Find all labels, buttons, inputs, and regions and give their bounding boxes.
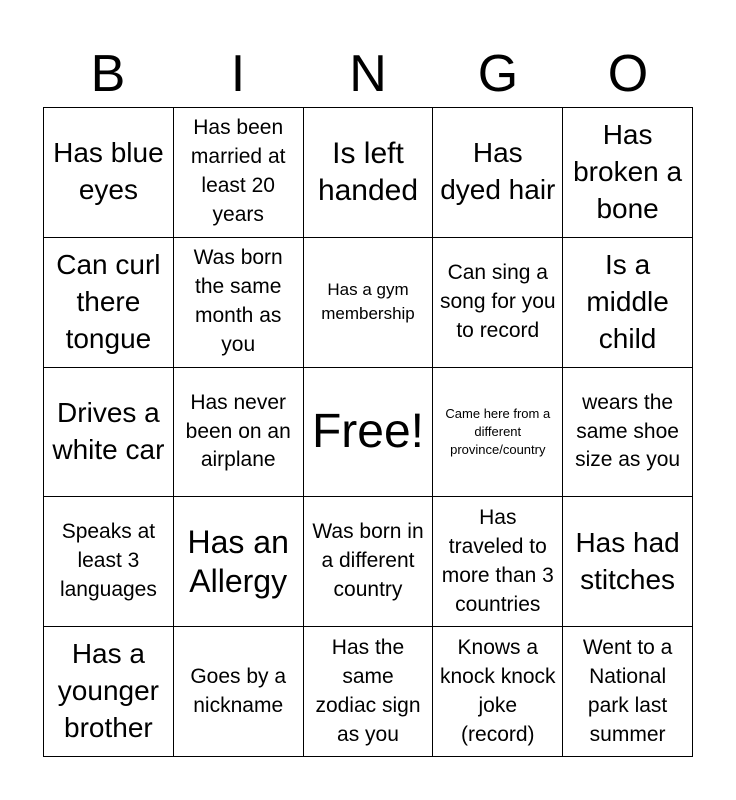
bingo-cell[interactable] bbox=[304, 497, 434, 627]
header-letter-o: O bbox=[607, 45, 649, 103]
bingo-cell[interactable] bbox=[433, 497, 563, 627]
bingo-cell[interactable] bbox=[44, 627, 174, 757]
bingo-cell[interactable] bbox=[44, 108, 174, 238]
bingo-cell[interactable] bbox=[174, 627, 304, 757]
bingo-cell[interactable] bbox=[44, 368, 174, 498]
cell-text: Came here from a different province/country bbox=[445, 405, 551, 458]
cell-text: Went to a National park last summer bbox=[582, 635, 673, 746]
cell-text: Goes by a nickname bbox=[190, 664, 287, 717]
cell-text: Is left handed bbox=[317, 136, 419, 208]
header-letter-n: N bbox=[349, 45, 387, 103]
bingo-cell[interactable] bbox=[44, 497, 174, 627]
cell-text: Has been married at least 20 years bbox=[190, 116, 286, 227]
header-letter-i: I bbox=[230, 45, 246, 103]
cell-text: Is a middle child bbox=[586, 248, 669, 354]
header-letter-b: B bbox=[90, 45, 126, 103]
cell-text: wears the same shoe size as you bbox=[575, 390, 681, 472]
cell-text: Has a gym membership bbox=[321, 280, 415, 324]
cell-text: Can curl there tongue bbox=[56, 248, 161, 354]
cell-text: Has traveled to more than 3 countries bbox=[441, 505, 554, 616]
bingo-cell[interactable] bbox=[563, 497, 693, 627]
cell-text: Has the same zodiac sign as you bbox=[315, 635, 421, 746]
bingo-header bbox=[43, 40, 693, 108]
header-letter-g: G bbox=[477, 45, 519, 103]
bingo-cell[interactable] bbox=[563, 238, 693, 368]
bingo-cell[interactable] bbox=[174, 368, 304, 498]
bingo-cell[interactable] bbox=[433, 108, 563, 238]
bingo-cell[interactable] bbox=[563, 368, 693, 498]
cell-text: Has never been on an airplane bbox=[185, 390, 291, 472]
bingo-cell[interactable] bbox=[44, 238, 174, 368]
cell-text: Has dyed hair bbox=[440, 137, 556, 206]
cell-text: Speaks at least 3 languages bbox=[59, 520, 157, 602]
cell-text: Has had stitches bbox=[575, 526, 680, 595]
bingo-cell[interactable] bbox=[433, 627, 563, 757]
bingo-cell[interactable] bbox=[174, 108, 304, 238]
cell-text: Was born in a different country bbox=[312, 520, 424, 602]
cell-text: Knows a knock knock joke (record) bbox=[440, 635, 556, 746]
bingo-cell[interactable] bbox=[433, 238, 563, 368]
bingo-cell[interactable] bbox=[563, 627, 693, 757]
bingo-cell[interactable] bbox=[304, 627, 434, 757]
cell-text: Has an Allergy bbox=[187, 524, 289, 599]
bingo-cell[interactable] bbox=[174, 497, 304, 627]
cell-text: Drives a white car bbox=[52, 397, 165, 465]
bingo-cell[interactable] bbox=[304, 238, 434, 368]
bingo-board bbox=[43, 107, 693, 757]
bingo-cell[interactable] bbox=[433, 368, 563, 498]
cell-text: Has blue eyes bbox=[53, 137, 164, 206]
bingo-cell[interactable] bbox=[563, 108, 693, 238]
cell-text: Was born the same month as you bbox=[193, 246, 283, 357]
cell-text: Free! bbox=[311, 404, 424, 458]
free-space[interactable] bbox=[304, 368, 434, 498]
cell-text: Has broken a bone bbox=[573, 118, 683, 224]
cell-text: Can sing a song for you to record bbox=[440, 260, 556, 342]
bingo-cell[interactable] bbox=[174, 238, 304, 368]
bingo-cell[interactable] bbox=[304, 108, 434, 238]
cell-text: Has a younger brother bbox=[57, 638, 159, 744]
